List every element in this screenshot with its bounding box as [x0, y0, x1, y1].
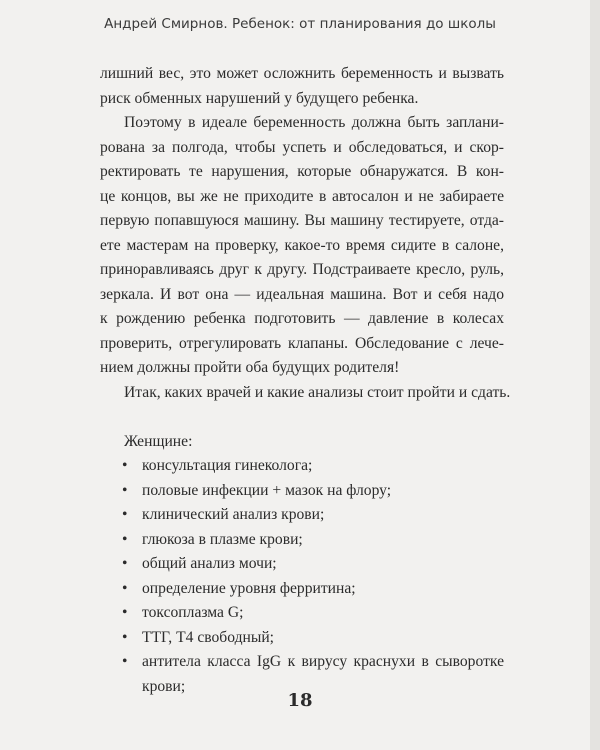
bullet-icon: • — [122, 457, 128, 474]
list-item — [100, 552, 504, 577]
list-item-text: крови; — [142, 677, 186, 695]
text-line: первую попавшуюся машину. Вы машину тестируете, отда- — [100, 212, 504, 229]
bullet-icon: • — [122, 530, 128, 548]
list-item-text: клинический анализ крови; — [142, 506, 325, 523]
list-item — [100, 577, 504, 602]
text-line: рована за полгода, чтобы успеть и обследоваться, и скор- — [100, 138, 504, 156]
list-item-text: токсоплазма G; — [142, 604, 244, 621]
text-line: Поэтому в идеале беременность должна быть заплани- — [124, 114, 504, 131]
list-item — [100, 503, 504, 528]
list-item-text: ТТГ, Т4 свободный; — [142, 628, 275, 646]
body-text — [100, 62, 511, 699]
list-item — [100, 454, 504, 479]
list-item-text: консультация гинеколога; — [142, 457, 313, 474]
list-item-text: половые инфекции + мазок на флору; — [142, 481, 392, 499]
text-line: це концов, вы же не приходите в автосалон и не забираете — [100, 187, 504, 205]
text-line: приноравливаясь друг к другу. Подстраиваете кресло, руль, — [100, 261, 504, 278]
text-line: проверить, отрегулировать клапаны. Обследование с лече- — [100, 334, 504, 352]
list-item — [100, 626, 504, 651]
text-line: ете мастерам на проверку, какое-то время сидите в салоне, — [100, 236, 504, 254]
paragraph-2 — [100, 111, 504, 381]
paragraph-1 — [100, 62, 504, 111]
bullet-list — [100, 454, 504, 699]
list-item — [100, 650, 504, 675]
list-item — [100, 601, 504, 626]
list-item-text: антитела класса IgG к вирусу краснухи в сыворотке — [142, 653, 504, 670]
list-item — [100, 479, 504, 504]
bullet-icon: • — [122, 555, 128, 572]
page-edge — [590, 0, 600, 750]
page-number: 18 — [287, 690, 313, 711]
text-line: лишний вес, это может осложнить беременность и вызвать — [100, 65, 504, 82]
text-line: риск обменных нарушений у будущего ребенка. — [100, 89, 419, 107]
text-line: зеркала. И вот она — идеальная машина. Вот и себя надо — [100, 285, 504, 303]
bullet-icon: • — [122, 604, 128, 621]
bullet-icon: • — [122, 653, 128, 670]
list-heading: Женщине: — [124, 432, 193, 450]
bullet-icon: • — [122, 579, 128, 597]
bullet-icon: • — [122, 481, 128, 499]
running-title: Андрей Смирнов. Ребенок: от планирования до школы — [104, 16, 496, 32]
text-line: нием должны пройти оба будущих родителя! — [100, 359, 400, 376]
paragraph-3 — [100, 381, 511, 406]
list-item-text: общий анализ мочи; — [142, 555, 277, 572]
text-line: Итак, каких врачей и какие анализы стоит пройти и сдать. — [124, 383, 511, 401]
list-item-text: определение уровня ферритина; — [142, 579, 356, 597]
text-line: к рождению ребенка подготовить — давление в колесах — [100, 310, 504, 327]
bullet-icon: • — [122, 506, 128, 523]
list-item-text: глюкоза в плазме крови; — [142, 530, 303, 548]
list-item — [100, 528, 504, 553]
bullet-icon: • — [122, 628, 128, 646]
text-line: ректировать те нарушения, которые обнаружатся. В кон- — [100, 163, 504, 180]
